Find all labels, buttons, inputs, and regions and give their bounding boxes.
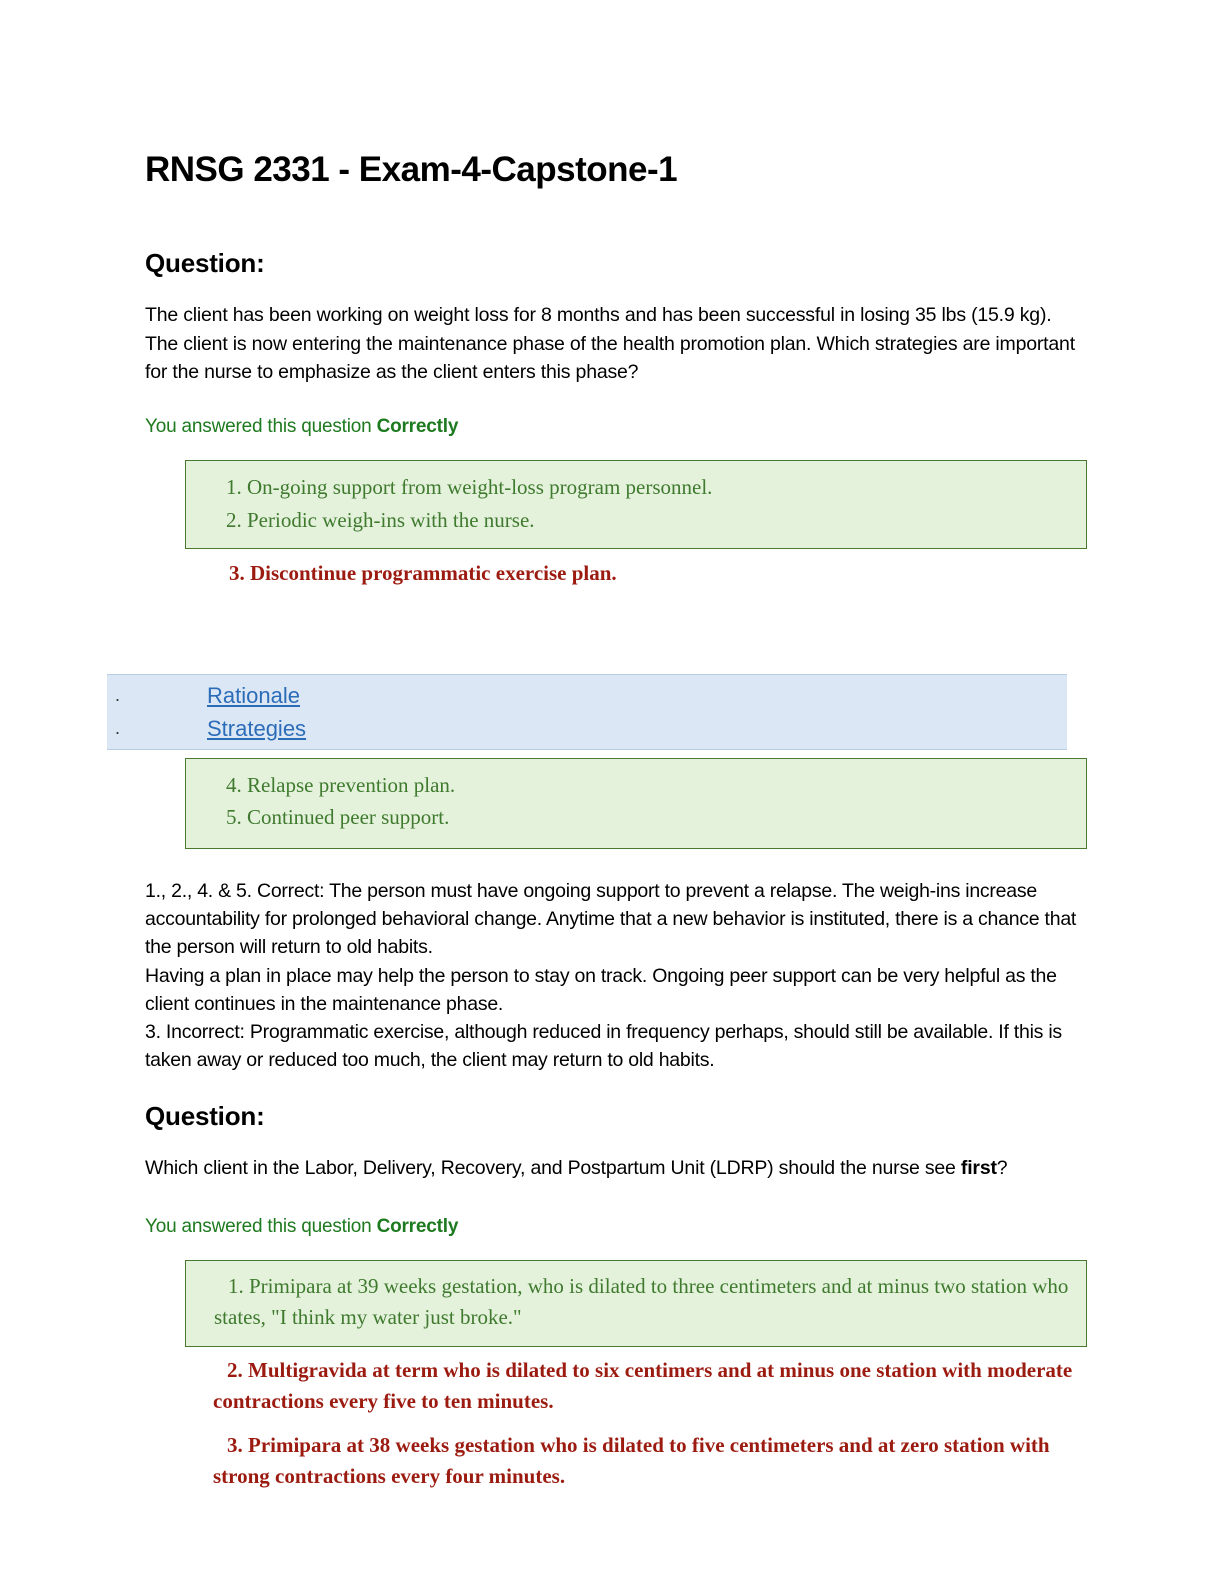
link-row-strategies[interactable] xyxy=(107,712,1067,745)
answered-prefix: You answered this question xyxy=(145,1215,377,1237)
question-1-correct-options-box xyxy=(185,460,1087,549)
rationale-line: 1., 2., 4. & 5. Correct: The person must have ongoing support to prevent a relapse. The weigh-ins increase accountability for prolonged behavioral change. Anytime that a new behavior is instituted, there is a chance that the person will return to old habits. xyxy=(145,879,1077,959)
question-1-links-block xyxy=(107,674,1067,750)
question-2-heading: Question: xyxy=(145,1100,265,1131)
question-2-text xyxy=(145,1154,1079,1182)
question-2-text-part1: Which client in the Labor, Delivery, Recovery, and Postpartum Unit (LDRP) should the nurse see xyxy=(145,1156,961,1179)
link-strategies[interactable]: Strategies xyxy=(207,715,307,741)
link-rationale[interactable]: Rationale xyxy=(207,682,300,708)
question-1-rationale xyxy=(145,877,1079,1075)
question-2-incorrect-option-row-3 xyxy=(185,1422,1087,1497)
question-2-correct-option-box xyxy=(185,1260,1087,1347)
answered-prefix: You answered this question xyxy=(145,416,377,438)
rationale-line: Having a plan in place may help the person to stay on track. Ongoing peer support can be very helpful as the client continues in the maintenance phase. xyxy=(145,964,1057,1015)
option-item: 5. Continued peer support. xyxy=(226,805,450,830)
option-item: 2. Periodic weigh-ins with the nurse. xyxy=(226,507,535,532)
option-item-incorrect: 3. Discontinue programmatic exercise plan. xyxy=(229,561,617,586)
question-1-answer-status xyxy=(145,416,1079,438)
option-item: 1. On-going support from weight-loss program personnel. xyxy=(226,475,713,500)
question-2-answer-status xyxy=(145,1216,1079,1238)
option-item: 4. Relapse prevention plan. xyxy=(226,772,456,797)
question-2-incorrect-option-row-2 xyxy=(185,1347,1087,1422)
answered-verdict: Correctly xyxy=(376,1215,459,1237)
rationale-line: 3. Incorrect: Programmatic exercise, although reduced in frequency perhaps, should still be available. If this is taken away or reduced too much, the client may return to old habits. xyxy=(145,1021,1062,1072)
option-item-incorrect: 2. Multigravida at term who is dilated to six centimers and at minus one station with moderate contractions every five to ten minutes. xyxy=(213,1357,1073,1414)
question-2-text-part2: ? xyxy=(996,1156,1008,1179)
question-2-text-emphasis: first xyxy=(960,1156,997,1179)
bullet-marker: . xyxy=(115,717,121,738)
bullet-marker: . xyxy=(115,684,121,705)
question-1-correct-options-box-2 xyxy=(185,758,1087,849)
page-title: RNSG 2331 - Exam-4-Capstone-1 xyxy=(145,150,678,189)
question-1-heading: Question: xyxy=(145,248,265,279)
option-item-incorrect: 3. Primipara at 38 weeks gestation who is dilated to five centimeters and at zero station with strong contractions every four minutes. xyxy=(213,1432,1050,1489)
question-1-incorrect-option-row xyxy=(185,549,1087,594)
link-row-rationale[interactable] xyxy=(107,679,1067,712)
answered-verdict: Correctly xyxy=(376,416,459,438)
question-1-text: The client has been working on weight loss for 8 months and has been successful in losing 35 lbs (15.9 kg). The client is now entering the maintenance phase of the health promotion plan. Which strategies are important for the nurse to emphasize as the client enters this phase? xyxy=(145,304,1075,383)
option-item: 1. Primipara at 39 weeks gestation, who is dilated to three centimeters and at minus two station who states, "I think my water just broke." xyxy=(214,1273,1069,1330)
